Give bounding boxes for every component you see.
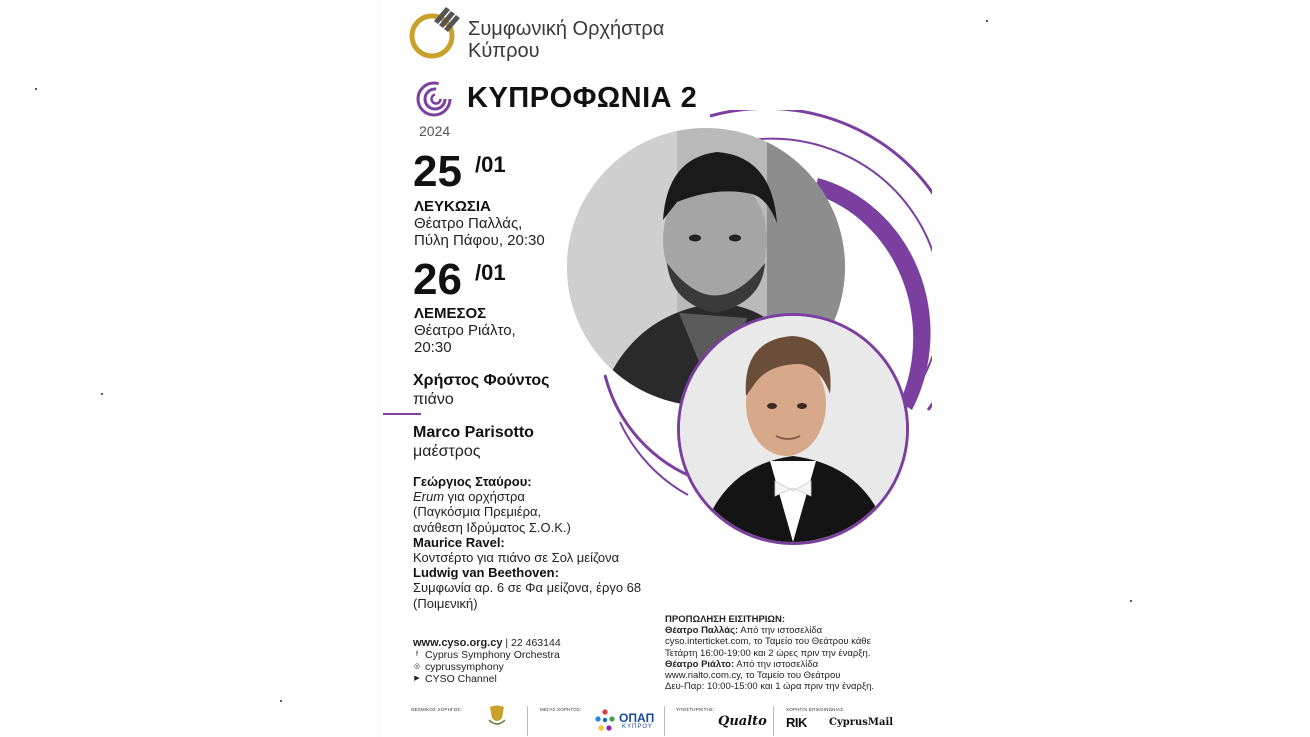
instagram-handle: cyprussymphony — [425, 661, 504, 673]
performance-month: /01 — [475, 152, 506, 177]
venue-line: Θέατρο Ριάλτο, — [414, 322, 516, 339]
work-detail: για ορχήστρα — [444, 489, 525, 505]
facebook-icon: f — [416, 651, 418, 658]
sponsor-separator — [664, 706, 665, 736]
cyprus-mail-logo: CyprusMail — [829, 717, 894, 728]
orchestra-name-line2: Κύπρου — [468, 40, 540, 62]
sponsor-label: ΘΕΣΜΙΚΟΣ ΧΟΡΗΓΟΣ: — [411, 707, 462, 712]
ticket-text: Από την ιστοσελίδα — [738, 625, 823, 637]
composer-name: Ludwig van Beethoven: — [413, 565, 559, 581]
artist-name: Marco Parisotto — [413, 424, 534, 441]
orchestra-name — [468, 18, 664, 62]
opap-logo-text: ΟΠΑΠ — [619, 711, 655, 725]
purple-divider — [383, 413, 421, 415]
background-speck — [101, 393, 103, 395]
opap-logo-subtext: ΚΥΠΡΟΥ — [622, 724, 653, 730]
conductor-portrait-image — [680, 316, 906, 542]
orchestra-logo-icon — [408, 4, 466, 62]
sponsor-label: ΥΠΟΣΤΗΡΙΚΤΗΣ: — [676, 707, 715, 712]
festival-title: ΚΥΠΡΟΦΩΝΙΑ 2 — [467, 82, 698, 114]
sponsor-strip — [383, 700, 928, 737]
ticket-text: Δευ-Παρ: 10:00-15:00 και 1 ώρα πριν την έναρξη. — [665, 681, 875, 693]
background-speck — [986, 20, 988, 22]
facebook-handle: Cyprus Symphony Orchestra — [425, 649, 560, 661]
performance-city: ΛΕΥΚΩΣΙΑ — [414, 198, 491, 215]
qualto-logo: Qualto — [718, 714, 767, 729]
ticket-presale-info — [665, 614, 927, 692]
conductor-photo — [677, 313, 909, 545]
ticket-text: Από την ιστοσελίδα — [734, 658, 819, 670]
artist-role: πιάνο — [413, 391, 454, 408]
venue-line: Πύλη Πάφου, 20:30 — [414, 232, 545, 249]
performance-month: /01 — [475, 260, 506, 285]
sponsor-label: ΜΕΓΑΣ ΧΟΡΗΓΟΣ: — [540, 707, 582, 712]
opap-logo-icon — [594, 708, 616, 734]
background-speck — [35, 88, 37, 90]
festival-year: 2024 — [419, 123, 451, 139]
contact-info — [413, 637, 653, 685]
youtube-handle: CYSO Channel — [425, 673, 497, 685]
orchestra-logo — [408, 4, 678, 64]
sponsor-label: ΧΟΡΗΓΟΙ ΕΠΙΚΟΙΝΩΝΙΑΣ: — [786, 707, 845, 712]
artist-role: μαέστρος — [413, 443, 481, 460]
work-note: (Ποιμενική) — [413, 595, 478, 611]
venue-label: Θέατρο Παλλάς: — [665, 625, 739, 637]
venue-line: Θέατρο Παλλάς, — [414, 215, 523, 232]
youtube-icon: ▶ — [414, 675, 420, 682]
ticket-text: cyso.interticket.com, το Ταμείο του Θεάτρου κάθε — [665, 636, 871, 648]
phone-number: | 22 463144 — [505, 637, 561, 649]
sponsor-separator — [773, 706, 774, 736]
instagram-icon: ◎ — [413, 663, 421, 670]
program-work: Κοντσέρτο για πιάνο σε Σολ μείζονα — [413, 550, 620, 566]
performance-day: 26 — [413, 255, 462, 304]
tickets-heading: ΠΡΟΠΩΛΗΣΗ ΕΙΣΙΤΗΡΙΩΝ: — [665, 614, 786, 625]
coat-of-arms-icon — [487, 704, 507, 728]
venue-label: Θέατρο Ριάλτο: — [665, 658, 735, 670]
background-speck — [280, 700, 282, 702]
performance-venue — [414, 215, 545, 249]
work-title: Erum — [413, 489, 445, 505]
performance-city: ΛΕΜΕΣΟΣ — [414, 305, 487, 322]
ticket-text: www.rialto.com.cy, το Ταμείο του Θεάτρου — [665, 670, 841, 682]
work-note: ανάθεση Ιδρύματος Σ.Ο.Κ.) — [413, 519, 571, 535]
work-note: (Παγκόσμια Πρεμιέρα, — [413, 504, 542, 520]
performance-venue — [414, 322, 516, 356]
sponsor-separator — [527, 706, 528, 736]
composer-name: Γεώργιος Σταύρου: — [413, 474, 532, 489]
performance-day: 25 — [413, 147, 462, 196]
ticket-text: Τετάρτη 16:00-19:00 και 2 ώρες πριν την έναρξη. — [665, 647, 871, 659]
artist-name: Χρήστος Φούντος — [413, 372, 550, 389]
venue-line: 20:30 — [414, 339, 452, 356]
website-link[interactable]: www.cyso.org.cy — [413, 637, 503, 649]
background-speck — [1130, 600, 1132, 602]
orchestra-name-line1: Συμφωνική Ορχήστρα — [468, 18, 665, 40]
rik-logo: RIK — [786, 715, 807, 730]
composer-name: Maurice Ravel: — [413, 534, 505, 550]
program-work: Συμφωνία αρ. 6 σε Φα μείζονα, έργο 68 — [413, 580, 642, 596]
festival-spiral-icon — [415, 80, 453, 118]
